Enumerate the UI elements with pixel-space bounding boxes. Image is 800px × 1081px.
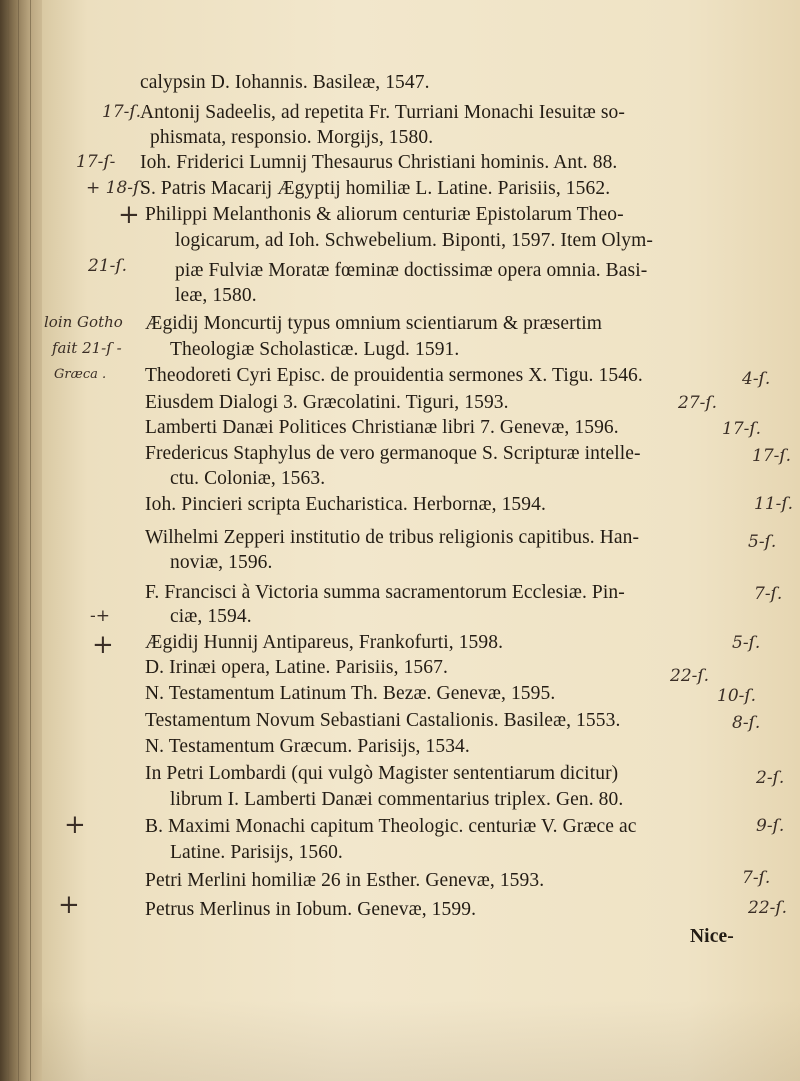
entry-line: Eiusdem Dialogi 3. Græcolatini. Tiguri, 1593.: [145, 392, 509, 413]
price-note: 2-ſ.: [756, 768, 785, 788]
binding-line: [30, 0, 31, 1081]
marginal-note: loin Gotho: [44, 313, 123, 331]
binding-line: [8, 0, 9, 1081]
price-note: 8-ſ.: [732, 713, 761, 733]
marginal-note: + 18-ſ.: [86, 178, 145, 198]
entry-line: In Petri Lombardi (qui vulgò Magister sententiarum dicitur): [145, 763, 619, 784]
price-note: 4-ſ.: [742, 369, 771, 389]
catalogue-page: [42, 0, 800, 1081]
marginal-note: 17-ſ-: [76, 152, 116, 172]
price-note: 27-ſ.: [678, 393, 718, 413]
entry-line: Latine. Parisijs, 1560.: [170, 842, 343, 863]
marginal-note: +: [92, 630, 114, 660]
entry-line: F. Francisci à Victoria summa sacramentorum Ecclesiæ. Pin-: [145, 582, 625, 603]
price-note: 5-ſ.: [748, 532, 777, 552]
entry-line: Ioh. Friderici Lumnij Thesaurus Christiani hominis. Ant. 88.: [140, 152, 618, 173]
entry-line: Philippi Melanthonis & aliorum centuriæ Epistolarum Theo-: [145, 204, 624, 225]
entry-line: Theodoreti Cyri Episc. de prouidentia sermones X. Tigu. 1546.: [145, 365, 643, 386]
entry-line: noviæ, 1596.: [170, 552, 273, 573]
marginal-note: 17-ſ.: [102, 102, 142, 122]
marginal-note: 21-ſ.: [88, 256, 128, 276]
entry-line: B. Maximi Monachi capitum Theologic. centuriæ V. Græce ac: [145, 816, 637, 837]
price-note: 17-ſ.: [752, 446, 792, 466]
entry-line: ctu. Coloniæ, 1563.: [170, 468, 326, 489]
entry-line: Testamentum Novum Sebastiani Castalionis. Basileæ, 1553.: [145, 710, 621, 731]
price-note: 7-ſ.: [754, 584, 783, 604]
price-note: 22-ſ.: [670, 666, 710, 686]
entry-line: Petrus Merlinus in Iobum. Genevæ, 1599.: [145, 899, 477, 920]
entry-line: Theologiæ Scholasticæ. Lugd. 1591.: [170, 339, 460, 360]
catchword: Nice-: [690, 926, 734, 947]
entry-line: leæ, 1580.: [175, 285, 257, 306]
marginal-note: +: [64, 810, 86, 840]
book-binding: [0, 0, 42, 1081]
price-note: 17-ſ.: [722, 419, 762, 439]
entry-line: N. Testamentum Latinum Th. Bezæ. Genevæ, 1595.: [145, 683, 556, 704]
entry-line: Fredericus Staphylus de vero germanoque S. Scripturæ intelle-: [145, 443, 641, 464]
page-foot-shadow: [42, 1000, 800, 1081]
entry-line: Ioh. Pincieri scripta Eucharistica. Herbornæ, 1594.: [145, 494, 546, 515]
entry-line: logicarum, ad Ioh. Schwebelium. Biponti, 1597. Item Olym-: [175, 230, 653, 251]
entry-line: piæ Fulviæ Moratæ fœminæ doctissimæ opera omnia. Basi-: [175, 260, 648, 281]
marginal-note: Græca .: [54, 367, 107, 382]
price-note: 10-ſ.: [717, 686, 757, 706]
entry-line: N. Testamentum Græcum. Parisijs, 1534.: [145, 736, 470, 757]
entry-line: Antonij Sadeelis, ad repetita Fr. Turriani Monachi Iesuitæ so-: [140, 102, 625, 123]
entry-line: calypsin D. Iohannis. Basileæ, 1547.: [140, 72, 430, 93]
binding-line: [18, 0, 19, 1081]
entry-line: Ægidij Moncurtij typus omnium scientiarum & præsertim: [145, 313, 603, 334]
price-note: 22-ſ.: [748, 898, 788, 918]
marginal-note: fait 21-ſ -: [52, 339, 122, 357]
price-note: 5-ſ.: [732, 633, 761, 653]
entry-line: librum I. Lamberti Danæi commentarius triplex. Gen. 80.: [170, 789, 624, 810]
price-note: 9-ſ.: [756, 816, 785, 836]
entry-line: Ægidij Hunnij Antipareus, Frankofurti, 1598.: [145, 632, 504, 653]
entry-line: phismata, responsio. Morgijs, 1580.: [150, 127, 434, 148]
marginal-note: +: [118, 200, 140, 230]
price-note: 11-ſ.: [754, 494, 794, 514]
entry-line: Petri Merlini homiliæ 26 in Esther. Genevæ, 1593.: [145, 870, 545, 891]
entry-line: Lamberti Danæi Politices Christianæ libri 7. Genevæ, 1596.: [145, 417, 619, 438]
marginal-note: -+: [90, 606, 110, 626]
marginal-note: +: [58, 890, 80, 920]
entry-line: ciæ, 1594.: [170, 606, 252, 627]
entry-line: Wilhelmi Zepperi institutio de tribus religionis capitibus. Han-: [145, 527, 640, 548]
entry-line: D. Irinæi opera, Latine. Parisiis, 1567.: [145, 657, 448, 678]
entry-line: S. Patris Macarij Ægyptij homiliæ L. Latine. Parisiis, 1562.: [140, 178, 611, 199]
price-note: 7-ſ.: [742, 868, 771, 888]
